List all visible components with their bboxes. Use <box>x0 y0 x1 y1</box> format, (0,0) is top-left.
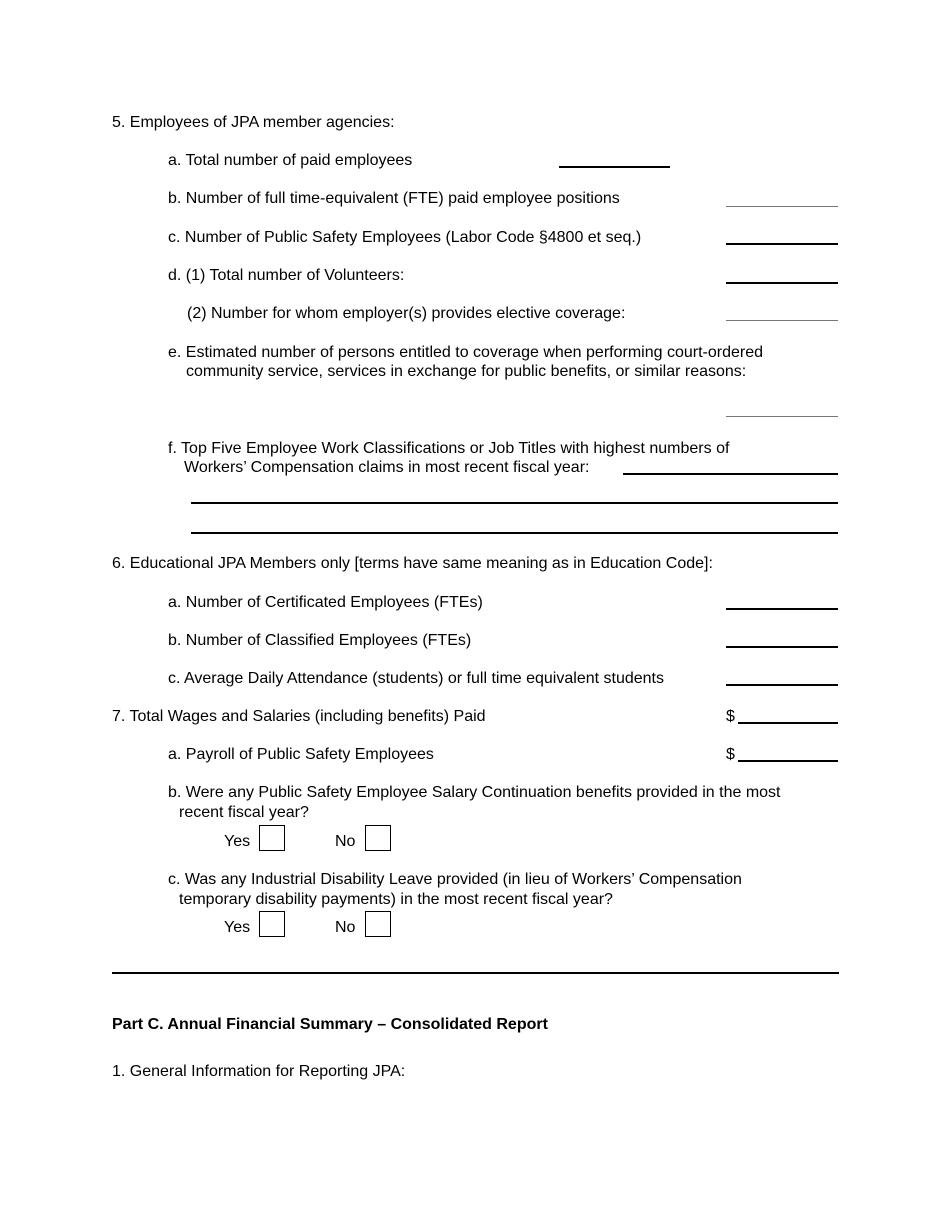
label-7c-line1: c. Was any Industrial Disability Leave provided (in lieu of Workers’ Compensation <box>168 871 742 888</box>
part-c-item-1: 1. General Information for Reporting JPA: <box>112 1063 406 1080</box>
label-5b: b. Number of full time-equivalent (FTE) paid employee positions <box>168 190 620 207</box>
field-5a[interactable] <box>559 166 670 168</box>
checkbox-7b-no[interactable] <box>365 825 391 851</box>
label-5d1: d. (1) Total number of Volunteers: <box>168 267 405 284</box>
label-7b-line2: recent fiscal year? <box>179 804 309 821</box>
label-5f-line1: f. Top Five Employee Work Classifications or Job Titles with highest numbers of <box>168 440 730 457</box>
field-7-total-wages[interactable] <box>738 722 838 724</box>
label-5e-line1: e. Estimated number of persons entitled to coverage when performing court-ordered <box>168 344 763 361</box>
checkbox-7b-yes[interactable] <box>259 825 285 851</box>
label-5a: a. Total number of paid employees <box>168 152 413 169</box>
field-5b[interactable] <box>726 206 838 207</box>
field-6b[interactable] <box>726 646 838 648</box>
part-c-title: Part C. Annual Financial Summary – Consolidated Report <box>112 1016 548 1033</box>
field-5e[interactable] <box>726 416 838 417</box>
label-6b: b. Number of Classified Employees (FTEs) <box>168 632 472 649</box>
label-7b-yes: Yes <box>224 833 251 850</box>
currency-symbol-7: $ <box>726 708 735 725</box>
label-5e-line2: community service, services in exchange for public benefits, or similar reasons: <box>186 363 747 380</box>
section-6-heading: 6. Educational JPA Members only [terms have same meaning as in Education Code]: <box>112 555 713 572</box>
field-7a[interactable] <box>738 760 838 762</box>
label-7c-line2: temporary disability payments) in the most recent fiscal year? <box>179 891 613 908</box>
field-5c[interactable] <box>726 243 838 245</box>
label-7c-yes: Yes <box>224 919 251 936</box>
checkbox-7c-no[interactable] <box>365 911 391 937</box>
label-6a: a. Number of Certificated Employees (FTEs) <box>168 594 483 611</box>
checkbox-7c-yes[interactable] <box>259 911 285 937</box>
section-7-heading: 7. Total Wages and Salaries (including benefits) Paid <box>112 708 486 725</box>
label-6c: c. Average Daily Attendance (students) or full time equivalent students <box>168 670 664 687</box>
field-5f-line3[interactable] <box>191 532 838 534</box>
section-5-heading: 5. Employees of JPA member agencies: <box>112 114 395 131</box>
currency-symbol-7a: $ <box>726 746 735 763</box>
label-5c: c. Number of Public Safety Employees (Labor Code §4800 et seq.) <box>168 229 642 246</box>
label-7a: a. Payroll of Public Safety Employees <box>168 746 434 763</box>
label-5f-line2: Workers’ Compensation claims in most recent fiscal year: <box>184 459 590 476</box>
label-7b-line1: b. Were any Public Safety Employee Salary Continuation benefits provided in the most <box>168 784 781 801</box>
field-6a[interactable] <box>726 608 838 610</box>
field-5f-line2[interactable] <box>191 502 838 504</box>
label-7c-no: No <box>335 919 356 936</box>
label-7b-no: No <box>335 833 356 850</box>
field-5d2[interactable] <box>726 320 838 321</box>
field-6c[interactable] <box>726 684 838 686</box>
label-5d2: (2) Number for whom employer(s) provides elective coverage: <box>187 305 626 322</box>
section-divider <box>112 972 839 974</box>
field-5f-line1[interactable] <box>623 473 838 475</box>
field-5d1[interactable] <box>726 282 838 284</box>
